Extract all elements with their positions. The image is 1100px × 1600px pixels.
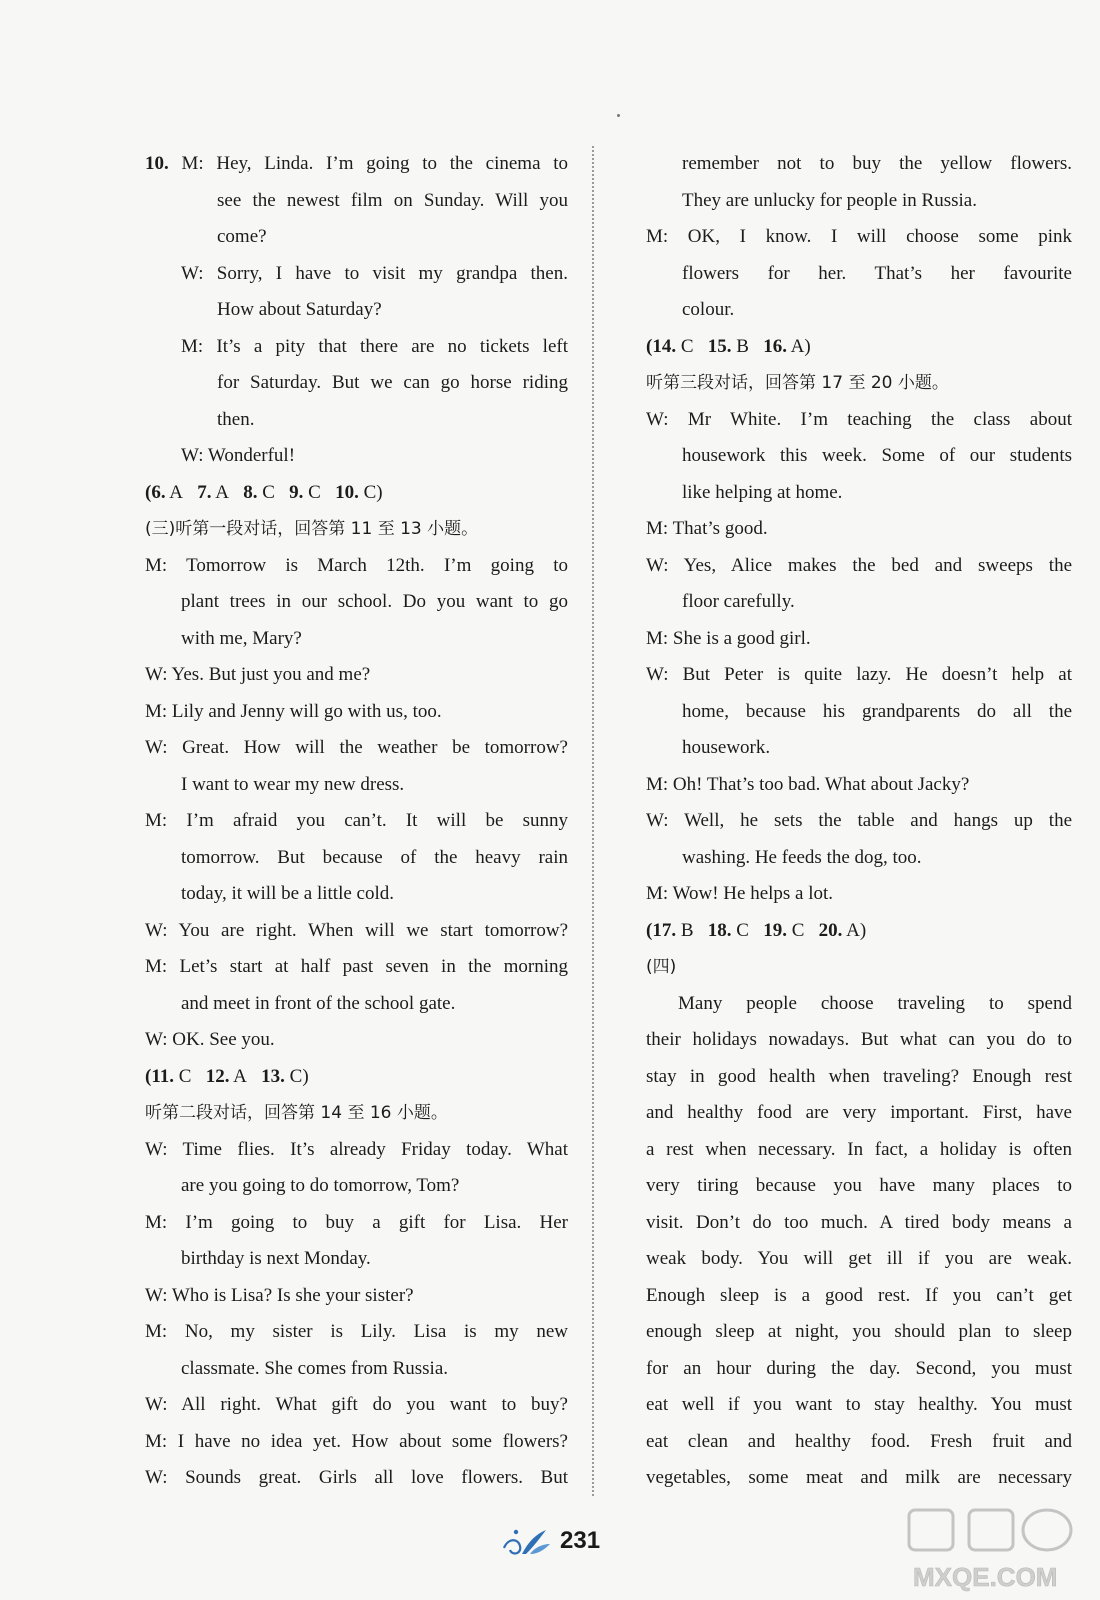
paragraph-line: vegetables, some meat and milk are necessary [646, 1467, 1072, 1488]
text-line: M: I’m going to buy a gift for Lisa. Her [145, 1211, 568, 1233]
watermark-text: MXQE.COM [913, 1562, 1058, 1592]
right-column [646, 146, 1072, 1497]
section-heading: (三)听第一段对话，回答第 11 至 13 小题。 [145, 519, 479, 539]
text-line: M: Tomorrow is March 12th. I’m going to [145, 554, 568, 576]
text-line: like helping at home. [682, 481, 843, 503]
text-line: How about Saturday? [217, 299, 382, 320]
text-line: home, because his grandparents do all the [682, 700, 1072, 722]
text-line: M: It’s a pity that there are no tickets left [181, 335, 568, 357]
paragraph-line: for an hour during the day. Second, you must [646, 1357, 1072, 1379]
paragraph-line: a rest when necessary. In fact, a holiday is often [646, 1138, 1072, 1160]
text-line: housework this week. Some of our students [682, 445, 1072, 466]
paragraph-line: eat clean and healthy food. Fresh fruit and [646, 1430, 1072, 1452]
text-line: classmate. She comes from Russia. [181, 1357, 449, 1379]
text-line: M: I have no idea yet. How about some flowers? [145, 1430, 568, 1452]
section-heading: 听第三段对话，回答第 17 至 20 小题。 [646, 373, 949, 393]
text-line: M: No, my sister is Lily. Lisa is my new [145, 1321, 568, 1342]
text-line: colour. [682, 299, 735, 320]
text-line: 10. M: Hey, Linda. I’m going to the cinema to [145, 153, 568, 174]
text-line: W: Sounds great. Girls all love flowers. But [145, 1467, 568, 1488]
text-line: today, it will be a little cold. [181, 883, 394, 904]
paragraph-line: enough sleep at night, you should plan to sleep [646, 1321, 1072, 1342]
text-line: W: Who is Lisa? Is she your sister? [145, 1284, 414, 1306]
text-line: W: OK. See you. [145, 1029, 275, 1050]
text-line: W: Great. How will the weather be tomorrow? [145, 737, 568, 758]
text-line: with me, Mary? [181, 627, 302, 649]
paragraph-line: eat well if you want to stay healthy. You must [646, 1394, 1072, 1415]
text-line: floor carefully. [682, 591, 795, 612]
text-line: birthday is next Monday. [181, 1248, 371, 1269]
column-divider [592, 146, 594, 1496]
text-line: M: She is a good girl. [646, 627, 811, 649]
paragraph-line: weak body. You will get ill if you are weak. [646, 1248, 1072, 1269]
text-line: W: Wonderful! [181, 445, 296, 466]
text-line: They are unlucky for people in Russia. [682, 189, 977, 211]
text-line: for Saturday. But we can go horse riding [217, 372, 568, 393]
paragraph-line: their holidays nowadays. But what can you do to [646, 1029, 1072, 1050]
text-line: W: Sorry, I have to visit my grandpa then. [181, 262, 568, 284]
text-line: M: I’m afraid you can’t. It will be sunny [145, 810, 568, 831]
answer-key-line: (17. B 18. C 19. C 20. A) [646, 919, 867, 941]
text-line: plant trees in our school. Do you want to go [181, 591, 568, 612]
paragraph-line: Enough sleep is a good rest. If you can’t get [646, 1284, 1072, 1306]
text-line: W: Yes, Alice makes the bed and sweeps the [646, 554, 1072, 576]
text-line: I want to wear my new dress. [181, 773, 405, 795]
left-column [145, 146, 568, 1497]
stray-mark [617, 114, 620, 117]
text-line: M: That’s good. [646, 518, 768, 539]
text-line: W: You are right. When will we start tomorrow? [145, 919, 568, 941]
text-line: W: But Peter is quite lazy. He doesn’t help at [646, 664, 1072, 685]
text-line: housework. [682, 737, 771, 758]
text-line: M: Wow! He helps a lot. [646, 883, 834, 904]
answer-key-line: (14. C 15. B 16. A) [646, 335, 811, 357]
text-line: W: Yes. But just you and me? [145, 664, 371, 685]
text-line: flowers for her. That’s her favourite [682, 262, 1072, 284]
section-heading: (四) [646, 957, 677, 977]
paragraph-line: stay in good health when traveling? Enough rest [646, 1065, 1072, 1087]
text-line: M: Let’s start at half past seven in the morning [145, 956, 568, 977]
page-number: 231 [560, 1527, 601, 1554]
answer-key-line: (11. C 12. A 13. C) [145, 1065, 309, 1087]
paragraph-line: Many people choose traveling to spend [678, 992, 1072, 1014]
text-line: come? [217, 226, 267, 247]
text-line: W: All right. What gift do you want to buy? [145, 1394, 568, 1415]
text-line: see the newest film on Sunday. Will you [217, 189, 568, 211]
text-line: M: Oh! That’s too bad. What about Jacky? [646, 773, 970, 795]
paragraph-line: very tiring because you have many places to [646, 1175, 1072, 1196]
text-line: then. [217, 408, 255, 430]
text-line: and meet in front of the school gate. [181, 992, 456, 1014]
text-line: W: Well, he sets the table and hangs up the [646, 810, 1072, 831]
answer-key-line: (6. A 7. A 8. C 9. C 10. C) [145, 481, 383, 503]
watermark-logo [905, 1506, 1080, 1596]
paragraph-line: visit. Don’t do too much. A tired body means a [646, 1211, 1072, 1233]
paragraph-line: and healthy food are very important. First, have [646, 1102, 1072, 1123]
text-line: M: Lily and Jenny will go with us, too. [145, 700, 442, 722]
text-line: W: Time flies. It’s already Friday today. What [145, 1138, 568, 1160]
ornament-icon [500, 1524, 552, 1560]
text-line: are you going to do tomorrow, Tom? [181, 1175, 460, 1196]
section-heading: 听第二段对话，回答第 14 至 16 小题。 [145, 1103, 448, 1123]
text-line: washing. He feeds the dog, too. [682, 846, 922, 868]
text-line: remember not to buy the yellow flowers. [682, 153, 1072, 174]
text-line: tomorrow. But because of the heavy rain [181, 846, 568, 868]
text-line: W: Mr White. I’m teaching the class about [646, 408, 1072, 430]
text-line: M: OK, I know. I will choose some pink [646, 226, 1072, 247]
